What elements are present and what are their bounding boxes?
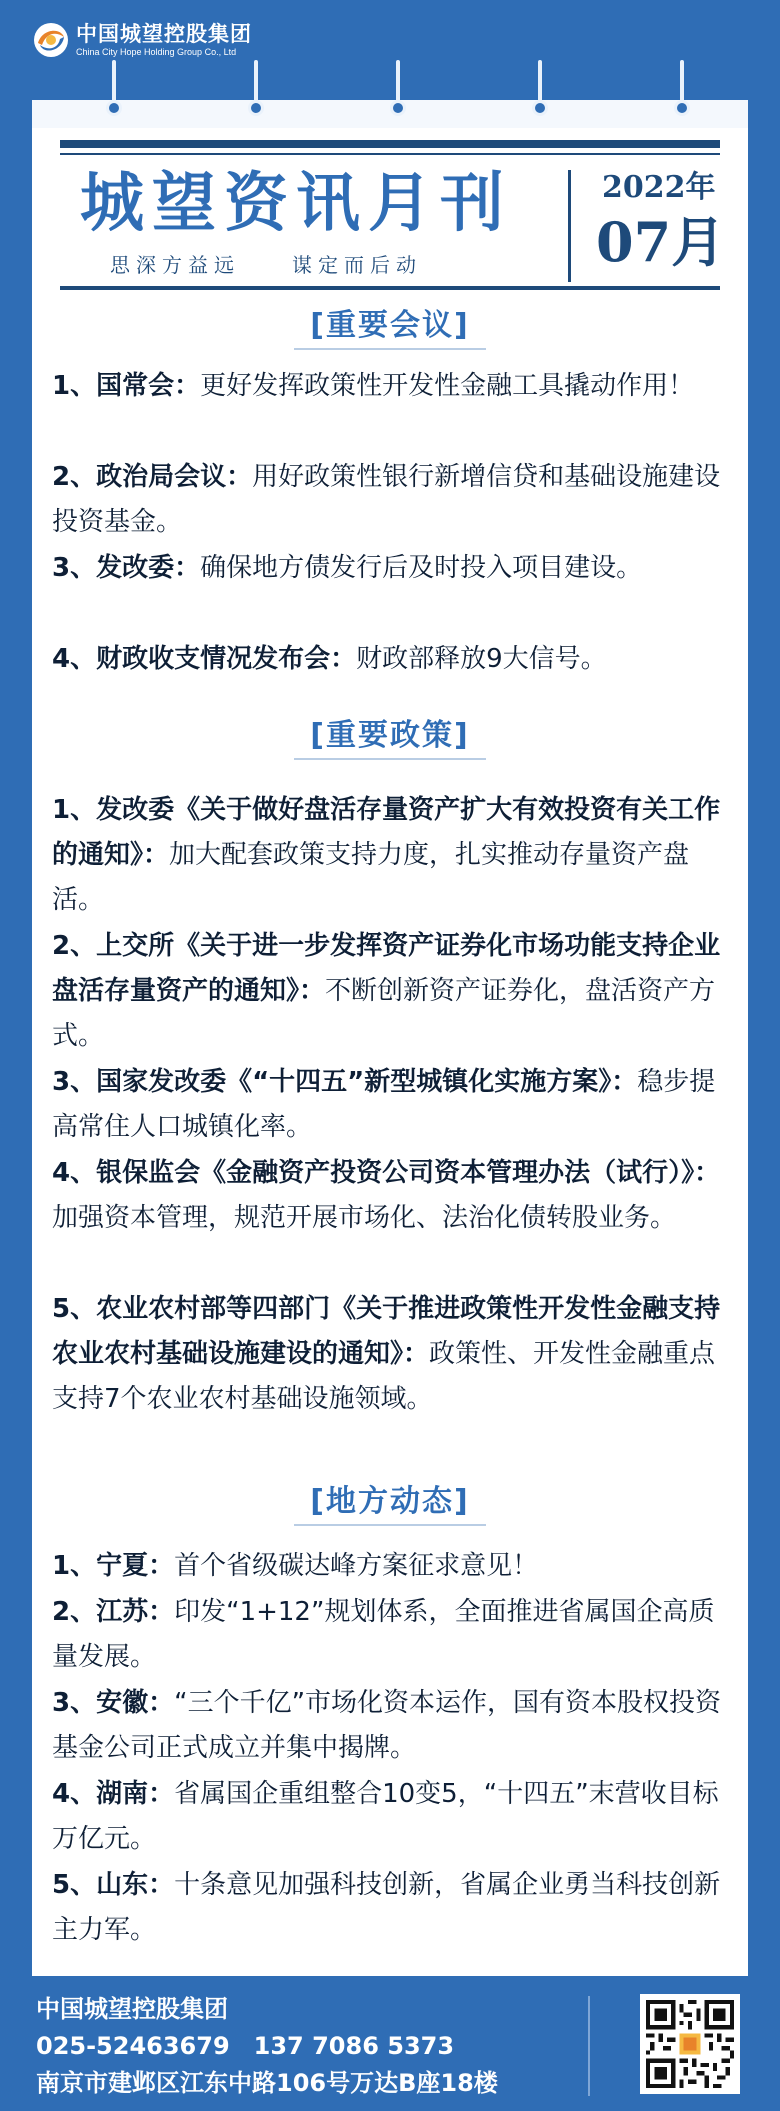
masthead-rule-bottom bbox=[60, 286, 720, 290]
binder-ring bbox=[390, 60, 406, 118]
binder-ring bbox=[532, 60, 548, 118]
section-title-text: [重要会议] bbox=[310, 308, 470, 343]
company-logo bbox=[32, 18, 252, 62]
masthead-slogan: 思深方益远 谋定而后动 bbox=[110, 253, 422, 277]
section-title-meetings bbox=[32, 306, 748, 350]
issue-month: 07月 bbox=[596, 210, 726, 274]
list-item: 3、国家发改委《“十四五”新型城镇化实施方案》：稳步提高常住人口城镇化率。 bbox=[52, 1067, 716, 1142]
list-item: 4、财政收支情况发布会：财政部释放9大信号。 bbox=[52, 644, 607, 674]
section-title-policies bbox=[32, 716, 748, 760]
binder-ring bbox=[674, 60, 690, 118]
footer-divider bbox=[588, 1996, 590, 2096]
section-underline bbox=[294, 1524, 486, 1526]
list-item: 1、宁夏：首个省级碳达峰方案征求意见！ bbox=[52, 1551, 539, 1581]
newsletter-sheet bbox=[32, 100, 748, 1976]
list-item: 2、江苏：印发“1+12”规划体系，全面推进省属国企高质量发展。 bbox=[52, 1597, 715, 1672]
section-underline bbox=[294, 758, 486, 760]
binder-ring bbox=[106, 60, 122, 118]
section-underline bbox=[294, 348, 486, 350]
logo-company-english: China City Hope Holding Group Co., Ltd bbox=[76, 47, 237, 57]
list-item: 4、银保监会《金融资产投资公司资本管理办法（试行）》：加强资本管理，规范开展市场化、法治化债转股业务。 bbox=[52, 1158, 721, 1233]
section-title-local bbox=[32, 1482, 748, 1526]
list-item: 4、湖南：省属国企重组整合10变5，“十四五”末营收目标万亿元。 bbox=[52, 1779, 719, 1854]
masthead-divider bbox=[568, 170, 571, 282]
logo-company-name: 中国城望控股集团 bbox=[76, 22, 252, 46]
section-title-text: [地方动态] bbox=[310, 1484, 470, 1519]
logo-swirl-icon bbox=[32, 21, 70, 59]
list-item: 5、山东：十条意见加强科技创新，省属企业勇当科技创新主力军。 bbox=[52, 1870, 721, 1945]
list-item: 2、政治局会议：用好政策性银行新增信贷和基础设施建设投资基金。 bbox=[52, 462, 721, 537]
footer-address: 南京市建邺区江东中路106号万达B座18楼 bbox=[36, 2069, 498, 2097]
footer-company: 中国城望控股集团 bbox=[36, 1995, 228, 2023]
list-item: 5、农业农村部等四部门《关于推进政策性开发性金融支持农业农村基础设施建设的通知》：政策性、开发性金融重点支持7个农业农村基础设施领域。 bbox=[52, 1294, 721, 1414]
list-item: 1、国常会：更好发挥政策性开发性金融工具撬动作用！ bbox=[52, 371, 695, 401]
binder-ring bbox=[248, 60, 264, 118]
list-item: 3、安徽：“三个千亿”市场化资本运作，国有资本股权投资基金公司正式成立并集中揭牌。 bbox=[52, 1688, 722, 1763]
qr-code-icon[interactable] bbox=[640, 1994, 740, 2094]
issue-year: 2022年 bbox=[602, 170, 716, 205]
masthead-rule-thin bbox=[60, 153, 720, 155]
masthead-rule-thick bbox=[60, 140, 720, 148]
masthead-title: 城望资讯月刊 bbox=[80, 166, 512, 241]
list-item: 1、发改委《关于做好盘活存量资产扩大有效投资有关工作的通知》：加大配套政策支持力度，扎实推动存量资产盘活。 bbox=[52, 795, 721, 915]
list-item: 2、上交所《关于进一步发挥资产证券化市场功能支持企业盘活存量资产的通知》：不断创新资产证券化，盘活资产方式。 bbox=[52, 931, 721, 1051]
footer bbox=[0, 1976, 780, 2111]
footer-phone: 025-52463679 137 7086 5373 bbox=[36, 2032, 455, 2060]
section-title-text: [重要政策] bbox=[310, 718, 470, 753]
list-item: 3、发改委：确保地方债发行后及时投入项目建设。 bbox=[52, 553, 643, 583]
